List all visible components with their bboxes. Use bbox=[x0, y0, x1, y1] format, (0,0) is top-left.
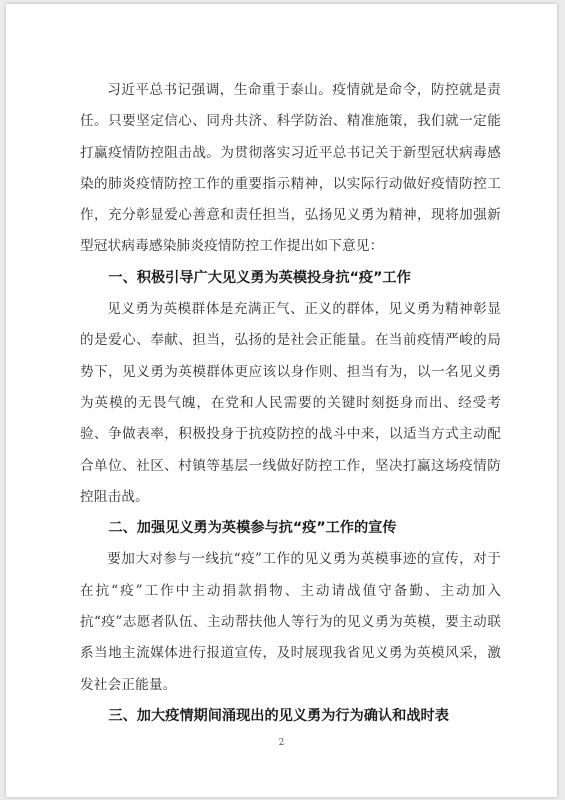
section-1-paragraph: 见义勇为英模群体是充满正气、正义的群体，见义勇为精神彰显的是爱心、奉献、担当，弘扬的是社会正能量。在当前疫情严峻的局势下，见义勇为英模群体更应该以身作则、担当有为，以一名见义勇为英模的无畏气魄，在党和人民需要的关键时刻挺身而出、经受考验、争做表率，积极投身于抗疫防控的战斗中来，以适当方式主动配合单位、社区、村镇等基层一线做好防控工作，坚决打赢这场疫情防控阻击战。 bbox=[80, 301, 501, 505]
document-page bbox=[6, 4, 557, 797]
document-body bbox=[80, 75, 501, 732]
intro-paragraph: 习近平总书记强调，生命重于泰山。疫情就是命令，防控就是责任。只要坚定信心、同舟共济、科学防治、精准施策，我们就一定能打赢疫情防控阻击战。为贯彻落实习近平总书记关于新型冠状病毒感染的肺炎疫情防控工作的重要指示精神，以实际行动做好疫情防控工作，充分彰显爱心善意和责任担当，弘扬见义勇为精神，现将加强新型冠状病毒感染肺炎疫情防控工作提出如下意见： bbox=[80, 82, 501, 255]
page-number: 2 bbox=[278, 738, 285, 748]
section-2-heading: 二、加强见义勇为英模参与抗“疫”工作的宣传 bbox=[108, 520, 397, 537]
section-1-heading: 一、积极引导广大见义勇为英模投身抗“疫”工作 bbox=[108, 269, 411, 286]
section-3-heading: 三、加大疫情期间涌现出的见义勇为行为确认和战时表 bbox=[108, 707, 449, 724]
section-2-paragraph: 要加大对参与一线抗“疫”工作的见义勇为英模事迹的宣传，对于在抗“疫”工作中主动捐款捐物、主动请战值守备勤、主动加入抗“疫”志愿者队伍、主动帮扶他人等行为的见义勇为英模，要主动联系当地主流媒体进行报道宣传，及时展现我省见义勇为英模风采，激发社会正能量。 bbox=[80, 551, 501, 693]
